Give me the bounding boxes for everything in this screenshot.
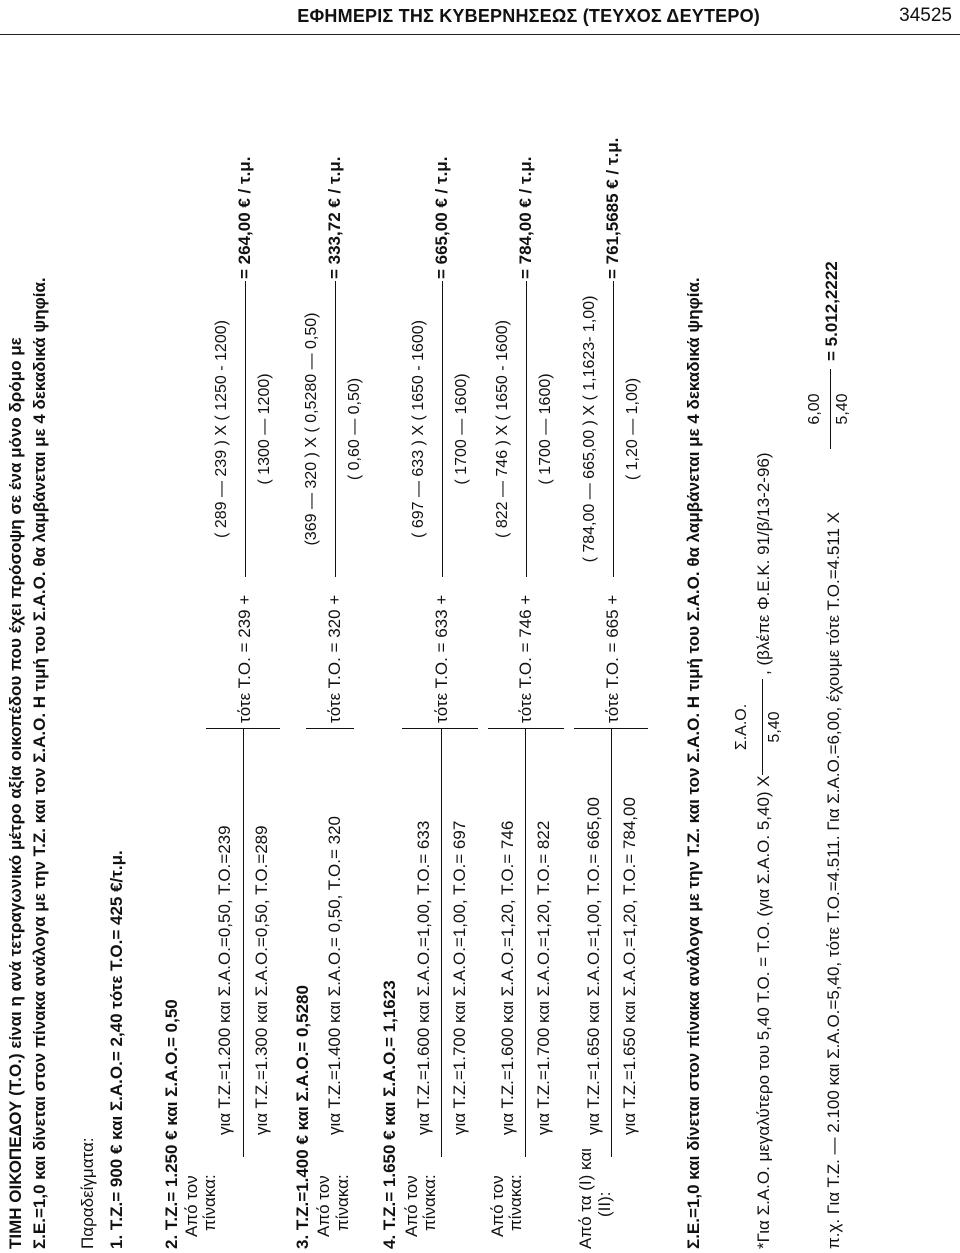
page-header [0, 0, 960, 35]
ex2-numerator: ( 289 — 239 ) X ( 1250 - 1200) [213, 320, 230, 538]
ex2-denominator: ( 1300 — 1200) [256, 373, 273, 485]
ex4-denominatorB: ( 1700 — 1600) [537, 373, 554, 485]
ex4-rowA-divider [441, 729, 442, 1157]
ex2-row-1: για Τ.Ζ.=1.200 και Σ.Α.Ο.=0,50, Τ.Ο.=239 [215, 825, 234, 1135]
example-4-heading: 4. Τ.Ζ.= 1.650 € και Σ.Α.Ο.= 1,1623 [380, 980, 399, 1249]
ex4-numeratorB: ( 822 — 746 ) X ( 1650 - 1600) [494, 320, 511, 538]
ex2-table-label: πίνακα: [200, 1174, 219, 1231]
se-paragraph: Σ.Ε.=1,0 και δίνεται στον πίνακα ανάλογα με την Τ.Ζ. και τον Σ.Α.Ο. Η τιμή του Σ.Α.Ο. θα λαμβάνεται με 4 δεκαδικά ψηφία. [684, 277, 703, 1249]
ex4-from-label-2: Από τον [488, 1175, 507, 1237]
ex4-denominatorA: ( 1700 — 1600) [453, 373, 470, 485]
ex2-from-label: Από τον [182, 1175, 201, 1237]
note-fraction-bar [762, 679, 763, 775]
intro-line-1: ΤΙΜΗ ΟΙΚΟΠΕΔΟΥ (Τ.Ο.) είναι η ανά τετραγωνικό μέτρο αξία οικοπέδου που έχει πρόσοψη σε ένα μόνο δρόμο με [6, 337, 25, 1249]
ex4-rowC-2: για Τ.Ζ.=1.650 και Σ.Α.Ο.=1,20, Τ.Ο.= 784,00 [620, 797, 639, 1135]
ex3-from-label: Από τον [314, 1175, 333, 1237]
ex4-numeratorC: ( 784,00 — 665,00 ) X ( 1,1623- 1,00) [581, 295, 598, 563]
ex4-thenB: τότε Τ.Ο. = 746 + [516, 594, 535, 723]
ex4-fraction-barA [442, 281, 443, 577]
ex3-then: τότε Τ.Ο. = 320 + [325, 594, 344, 723]
note-numerator: Σ.Α.Ο. [733, 703, 750, 751]
ex4-rowA-1: για Τ.Ζ.=1.600 και Σ.Α.Ο.=1,00, Τ.Ο.= 633 [414, 820, 433, 1135]
ex4-rowC-right-rule [574, 728, 648, 729]
ex4-thenC: τότε Τ.Ο. = 665 + [603, 594, 622, 723]
example-text: π.χ. Για Τ.Ζ. — 2.100 και Σ.Α.Ο.=5,40, τότε Τ.Ο.=4.511. Για Σ.Α.Ο.=6,00, έχουμε τότε Τ.Ο.=4.511 Χ [824, 512, 843, 1249]
ex4-resultB: = 784,00 € / τ.μ. [516, 156, 535, 279]
ex4-numeratorA: ( 697 — 633 ) X ( 1650 - 1600) [410, 320, 427, 538]
note-denominator: 5,40 [766, 711, 783, 743]
ex4-combined-label-2: (ΙΙ): [595, 1191, 614, 1217]
ex2-row-2: για Τ.Ζ.=1.300 και Σ.Α.Ο.=0,50, Τ.Ο.=289 [252, 825, 271, 1135]
example-numerator: 6,00 [806, 393, 823, 425]
ex4-rowB-2: για Τ.Ζ.=1.700 και Σ.Α.Ο.=1,20, Τ.Ο.= 822 [534, 820, 553, 1135]
ex4-table-label-2: πίνακα: [506, 1174, 525, 1231]
ex3-numerator: (369 — 320 ) X ( 0,5280 — 0,50) [303, 312, 320, 546]
ex3-right-rule [306, 728, 354, 729]
ex4-rowB-divider [525, 729, 526, 1157]
ex4-thenA: τότε Τ.Ο. = 633 + [432, 594, 451, 723]
example-2-heading: 2. Τ.Ζ.= 1.250 € και Σ.Α.Ο.= 0,50 [162, 999, 181, 1249]
rotated-content [0, 35, 960, 1253]
ex2-result: = 264,00 € / τ.μ. [235, 156, 254, 279]
ex4-denominatorC: ( 1,20 — 1,00) [624, 377, 641, 481]
examples-label: Παραδείγματα: [78, 1137, 97, 1249]
ex2-fraction-bar [245, 281, 246, 577]
ex3-row-1: για Τ.Ζ.=1.400 και Σ.Α.Ο.= 0,50, Τ.Ο.= 320 [325, 816, 344, 1135]
ex4-rowA-2: για Τ.Ζ.=1.700 και Σ.Α.Ο.=1,00, Τ.Ο.= 697 [450, 820, 469, 1135]
ex4-fraction-barB [526, 281, 527, 577]
example-3-heading: 3. Τ.Ζ.=1.400 € και Σ.Α.Ο.= 0,5280 [293, 985, 312, 1249]
ex2-row-divider [243, 729, 244, 1157]
ex4-combined-label: Από τα (Ι) και [576, 1148, 595, 1249]
example-fraction-bar [830, 369, 831, 449]
ex3-table-label: πίνακα: [333, 1174, 352, 1231]
gazette-title: ΕΦΗΜΕΡΙΣ ΤΗΣ ΚΥΒΕΡΝΗΣΕΩΣ (ΤΕΥΧΟΣ ΔΕΥΤΕΡΟ) [297, 6, 760, 26]
ex4-rowB-1: για Τ.Ζ.=1.600 και Σ.Α.Ο.=1,20, Τ.Ο.= 746 [498, 820, 517, 1135]
note-text: *Για Σ.Α.Ο. μεγαλύτερο του 5,40 Τ.Ο. = Τ.Ο. (για Σ.Α.Ο. 5,40) X [754, 775, 773, 1249]
ex4-rowC-1: για Τ.Ζ.=1.650 και Σ.Α.Ο.=1,00, Τ.Ο.= 665,00 [584, 797, 603, 1135]
ex3-fraction-bar [335, 281, 336, 577]
ex4-resultC: = 761,5685 € / τ.μ. [603, 137, 622, 279]
ex4-resultA: = 665,00 € / τ.μ. [432, 156, 451, 279]
ex2-then: τότε Τ.Ο. = 239 + [235, 594, 254, 723]
ex4-rowC-divider [611, 729, 612, 1157]
ex3-result: = 333,72 € / τ.μ. [325, 156, 344, 279]
ex3-denominator: ( 0,60 — 0,50) [346, 377, 363, 481]
ex4-from-label: Από τον [402, 1175, 421, 1237]
page-number: 34525 [899, 5, 952, 26]
ex4-rowA-right-rule [402, 728, 478, 729]
ex4-fraction-barC [613, 281, 614, 577]
example-result: = 5.012,2222 [822, 261, 841, 361]
ex4-rowB-right-rule [488, 728, 564, 729]
ex4-table-label: πίνακα: [420, 1174, 439, 1231]
note-reference: , (βλέπε Φ.Ε.Κ. 91/β/13-2-96) [754, 452, 773, 675]
example-1: 1. Τ.Ζ.= 900 € και Σ.Α.Ο.= 2,40 τότε Τ.Ο.= 425 €/τ.μ. [107, 850, 126, 1249]
example-denominator: 5,40 [834, 393, 851, 425]
intro-line-2: Σ.Ε.=1,0 και δίνεται στον πίνακα ανάλογα με την Τ.Ζ. και τον Σ.Α.Ο. Η τιμή του Σ.Α.Ο. θα λαμβάνεται με 4 δεκαδικά ψηφία. [30, 277, 49, 1249]
ex2-right-rule [206, 728, 280, 729]
